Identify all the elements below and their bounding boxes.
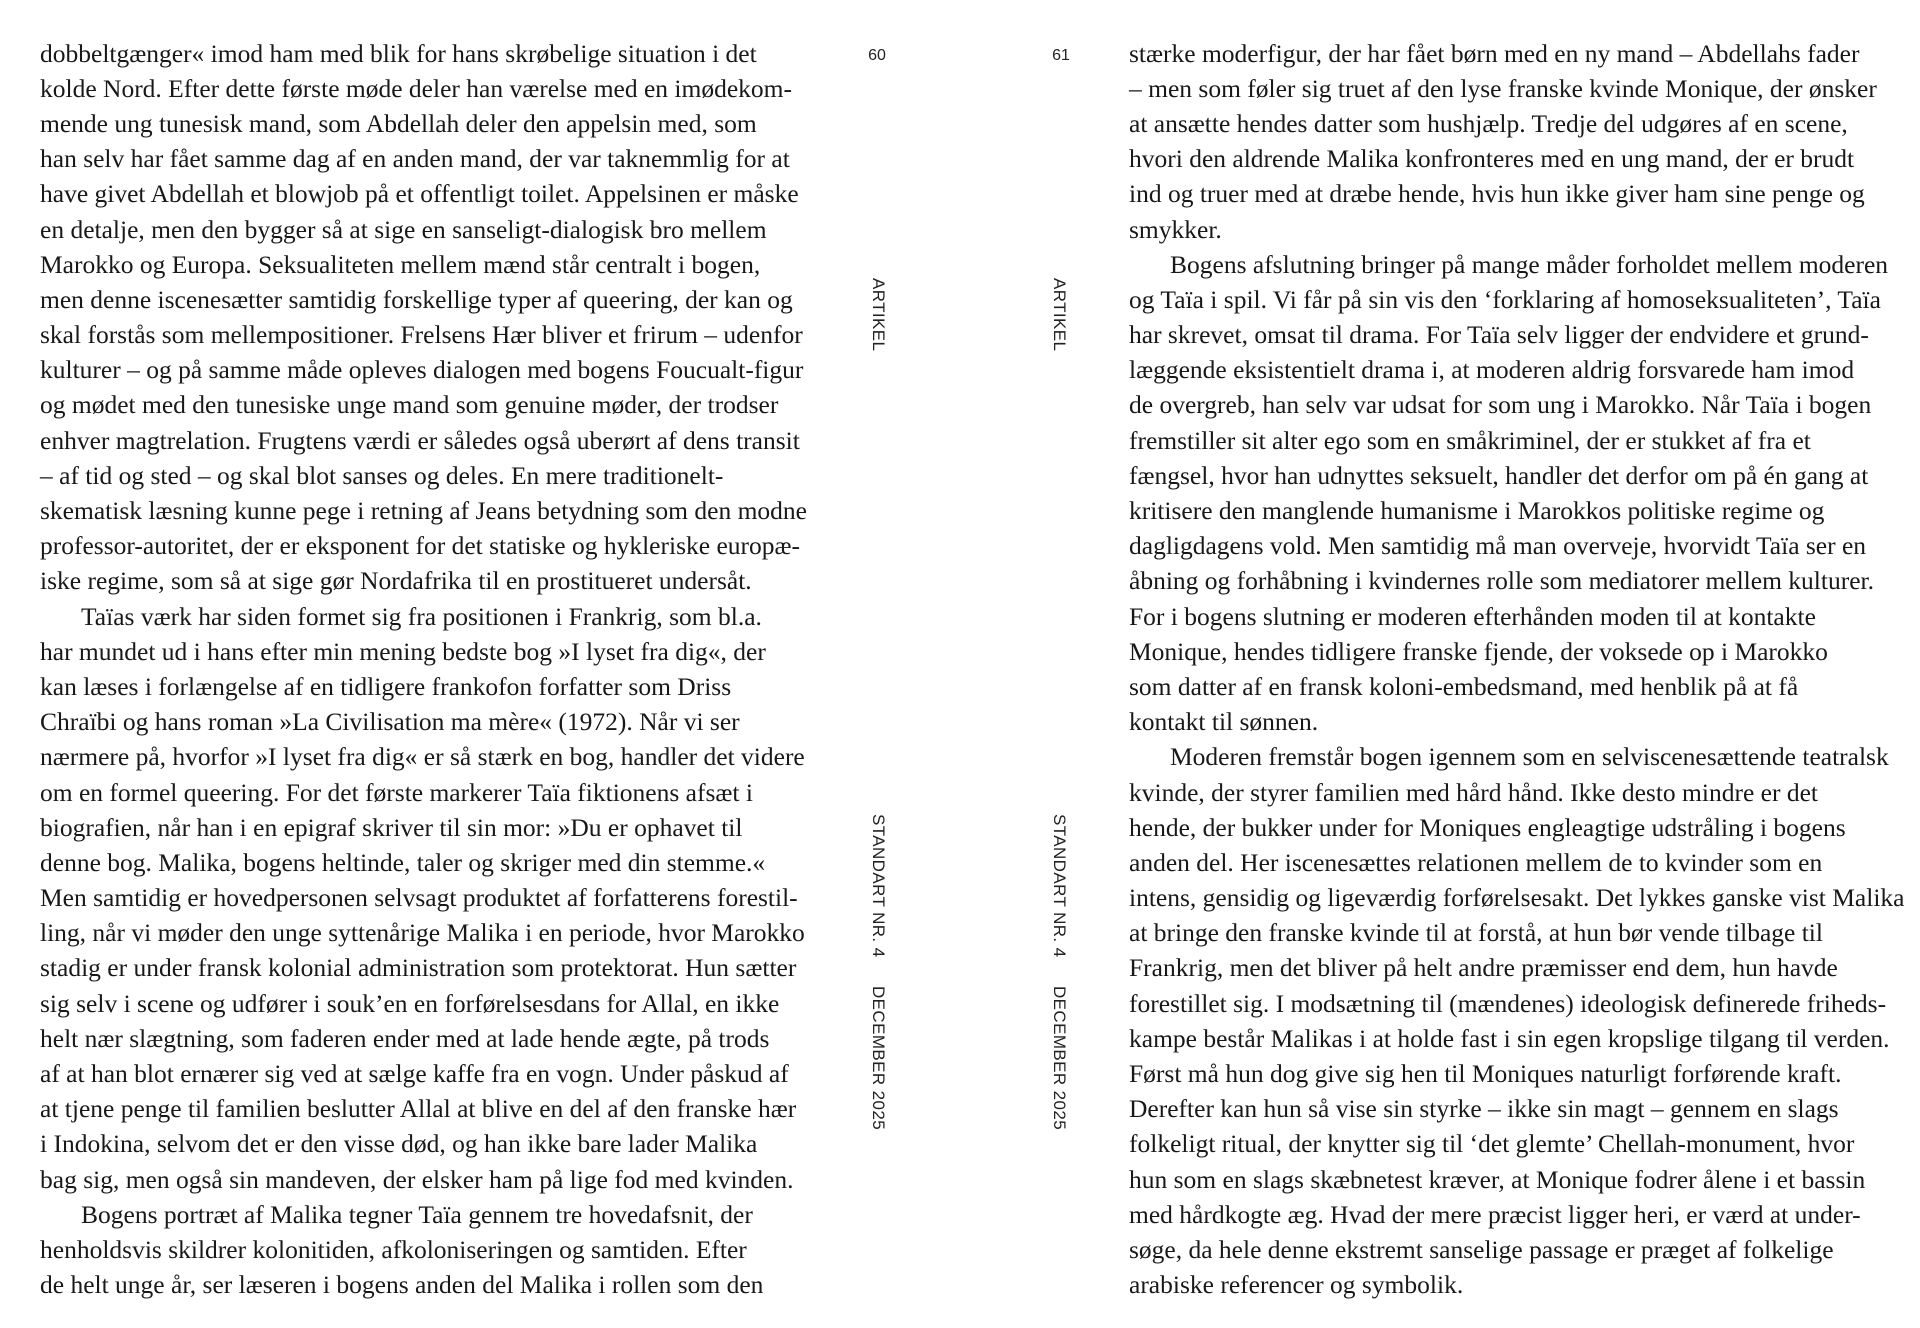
text-line: kontakt til sønnen. [1129, 707, 1319, 737]
paragraph [1129, 247, 1919, 740]
text-line: sig selv i scene og udfører i souk’en en forførelsesdans for Allal, en ikke [40, 988, 780, 1018]
text-line: arabiske referencer og symbolik. [1129, 1270, 1464, 1300]
section-label: ARTIKEL [869, 278, 888, 352]
text-line: intens, gensidig og ligeværdig forførelsesakt. Det lykkes ganske vist Malika [1129, 883, 1905, 913]
text-line: skematisk læsning kunne pege i retning af Jeans betydning som den modne [40, 496, 807, 526]
text-line: For i bogens slutning er moderen efterhånden moden til at kontakte [1129, 601, 1816, 631]
section-label: ARTIKEL [1050, 278, 1069, 352]
text-line: om en formel queering. For det første markerer Taïa fiktionens afsæt i [40, 777, 753, 807]
text-line: at ansætte hendes datter som hushjælp. Tredje del udgøres af en scene, [1129, 108, 1848, 138]
text-line: med hårdkogte æg. Hvad der mere præcist ligger heri, er værd at under- [1129, 1199, 1861, 1229]
text-line: stadig er under fransk kolonial administration som protektorat. Hun sætter [40, 953, 797, 983]
text-line: de helt unge år, ser læseren i bogens anden del Malika i rollen som den [40, 1270, 764, 1300]
text-line: hvori den aldrende Malika konfronteres med en ung mand, der er brudt [1129, 144, 1855, 174]
text-line: mende ung tunesisk mand, som Abdellah deler den appelsin med, som [40, 108, 757, 138]
date-label: DECEMBER 2025 [869, 986, 888, 1131]
text-line: at tjene penge til familien beslutter Allal at blive en del af den franske hær [40, 1094, 797, 1124]
paragraph [1129, 36, 1919, 247]
paragraph [40, 1197, 830, 1303]
text-line: kolde Nord. Efter dette første møde deler han værelse med en imødekom- [40, 73, 793, 103]
text-line: en detalje, men den bygger så at sige en sanseligt-dialogisk bro mellem [40, 214, 767, 244]
text-line: helt nær slægtning, som faderen ender med at lade hende ægte, på trods [40, 1023, 770, 1053]
text-line: åbning og forhåbning i kvindernes rolle som mediatorer mellem kulturer. [1129, 566, 1874, 596]
text-line: dagligdagens vold. Men samtidig må man overveje, hvorvidt Taïa ser en [1129, 531, 1867, 561]
text-column [40, 36, 830, 1303]
text-line: – men som føler sig truet af den lyse franske kvinde Monique, der ønsker [1129, 73, 1877, 103]
issue-label: STANDART NR. 4 [1050, 814, 1069, 958]
page-number: 61 [1052, 47, 1070, 64]
text-line: og Taïa i spil. Vi får på sin vis den ‘forklaring af homoseksualiteten’, Taïa [1129, 284, 1881, 314]
text-line: Marokko og Europa. Seksualiteten mellem mænd står centralt i bogen, [40, 249, 761, 279]
page-number: 60 [868, 47, 886, 64]
text-line: Chraïbi og hans roman »La Civilisation ma mère« (1972). Når vi ser [40, 707, 740, 737]
text-line: forestillet sig. I modsætning til (mændenes) ideologisk definerede friheds- [1129, 988, 1887, 1018]
text-line: han selv har fået samme dag af en anden mand, der var taknemmlig for at [40, 144, 790, 174]
text-line: og mødet med den tunesiske unge mand som genuine møder, der trodser [40, 390, 779, 420]
text-line: ind og truer med at dræbe hende, hvis hun ikke giver ham sine penge og [1129, 179, 1865, 209]
text-line: Moderen fremstår bogen igennem som en selviscenesættende teatralsk [1170, 742, 1889, 772]
right-page [960, 0, 1920, 1328]
text-line: stærke moderfigur, der har fået børn med en ny mand – Abdellahs fader [1129, 38, 1860, 68]
text-line: Bogens portræt af Malika tegner Taïa gennem tre hovedafsnit, der [81, 1199, 753, 1229]
text-line: fængsel, hvor han udnyttes seksuelt, handler det derfor om på én gang at [1129, 460, 1869, 490]
text-line: denne bog. Malika, bogens heltinde, taler og skriger med din stemme.« [40, 847, 766, 877]
text-line: Derefter kan hun så vise sin styrke – ikke sin magt – gennem en slags [1129, 1094, 1839, 1124]
text-line: Først må hun dog give sig hen til Moniques naturligt forførende kraft. [1129, 1059, 1842, 1089]
text-line: enhver magtrelation. Frugtens værdi er således også uberørt af dens transit [40, 425, 800, 455]
text-line: have givet Abdellah et blowjob på et offentligt toilet. Appelsinen er måske [40, 179, 799, 209]
text-line: de overgreb, han selv var udsat for som ung i Marokko. Når Taïa i bogen [1129, 390, 1872, 420]
text-line: biografien, når han i en epigraf skriver til sin mor: »Du er ophavet til [40, 812, 743, 842]
text-line: anden del. Her iscenesættes relationen mellem de to kvinder som en [1129, 847, 1823, 877]
text-line: hende, der bukker under for Moniques engleagtige udstråling i bogens [1129, 812, 1846, 842]
text-line: som datter af en fransk koloni-embedsmand, med henblik på at få [1129, 671, 1799, 701]
paragraph [1129, 739, 1919, 1302]
text-line: nærmere på, hvorfor »I lyset fra dig« er så stærk en bog, handler det videre [40, 742, 805, 772]
text-line: skal forstås som mellempositioner. Frelsens Hær bliver et frirum – udenfor [40, 320, 803, 350]
text-line: bag sig, men også sin mandeven, der elsker ham på lige fod med kvinden. [40, 1164, 794, 1194]
text-line: at bringe den franske kvinde til at forstå, at hun bør vende tilbage til [1129, 918, 1823, 948]
text-line: ling, når vi møder den unge syttenårige Malika i en periode, hvor Marokko [40, 918, 805, 948]
text-line: Taïas værk har siden formet sig fra positionen i Frankrig, som bl.a. [81, 601, 762, 631]
text-line: Monique, hendes tidligere franske fjende, der voksede op i Marokko [1129, 636, 1828, 666]
text-line: hun som en slags skæbnetest kræver, at Monique fodrer ålene i et bassin [1129, 1164, 1866, 1194]
text-line: professor-autoritet, der er eksponent for det statiske og hykleriske europæ- [40, 531, 801, 561]
text-column [1129, 36, 1919, 1303]
text-line: henholdsvis skildrer kolonitiden, afkoloniseringen og samtiden. Efter [40, 1234, 747, 1264]
text-line: kampe består Malikas i at holde fast i sin egen kropslige tilgang til verden. [1129, 1023, 1890, 1053]
text-line: iske regime, som så at sige gør Nordafrika til en prostitueret undersåt. [40, 566, 752, 596]
text-line: læggende eksistentielt drama i, at moderen aldrig forsvarede ham imod [1129, 355, 1855, 385]
date-label: DECEMBER 2025 [1050, 986, 1069, 1131]
paragraph [40, 36, 830, 599]
paragraph [40, 599, 830, 1197]
text-line: Bogens afslutning bringer på mange måder forholdet mellem moderen [1170, 249, 1889, 279]
text-line: men denne iscenesætter samtidig forskellige typer af queering, der kan og [40, 284, 793, 314]
text-line: har mundet ud i hans efter min mening bedste bog »I lyset fra dig«, der [40, 636, 766, 666]
text-line: smykker. [1129, 214, 1222, 244]
text-line: Men samtidig er hovedpersonen selvsagt produktet af forfatterens forestil- [40, 883, 798, 913]
text-line: kritisere den manglende humanisme i Marokkos politiske regime og [1129, 496, 1825, 526]
text-line: søge, da hele denne ekstremt sanselige passage er præget af folkelige [1129, 1234, 1834, 1264]
text-line: har skrevet, omsat til drama. For Taïa selv ligger der endvidere et grund- [1129, 320, 1869, 350]
text-line: folkeligt ritual, der knytter sig til ‘det glemte’ Chellah-monument, hvor [1129, 1129, 1855, 1159]
text-line: kan læses i forlængelse af en tidligere frankofon forfatter som Driss [40, 671, 732, 701]
text-line: kulturer – og på samme måde opleves dialogen med bogens Foucualt-figur [40, 355, 804, 385]
issue-label: STANDART NR. 4 [869, 814, 888, 958]
text-line: – af tid og sted – og skal blot sanses og deles. En mere traditionelt- [40, 460, 724, 490]
text-line: fremstiller sit alter ego som en småkriminel, der er stukket af fra et [1129, 425, 1811, 455]
text-line: Frankrig, men det bliver på helt andre præmisser end dem, hun havde [1129, 953, 1838, 983]
text-line: i Indokina, selvom det er den visse død, og han ikke bare lader Malika [40, 1129, 758, 1159]
text-line: af at han blot ernærer sig ved at sælge kaffe fra en vogn. Under påskud af [40, 1059, 789, 1089]
text-line: dobbeltgænger« imod ham med blik for hans skrøbelige situation i det [40, 38, 757, 68]
text-line: kvinde, der styrer familien med hård hånd. Ikke desto mindre er det [1129, 777, 1818, 807]
